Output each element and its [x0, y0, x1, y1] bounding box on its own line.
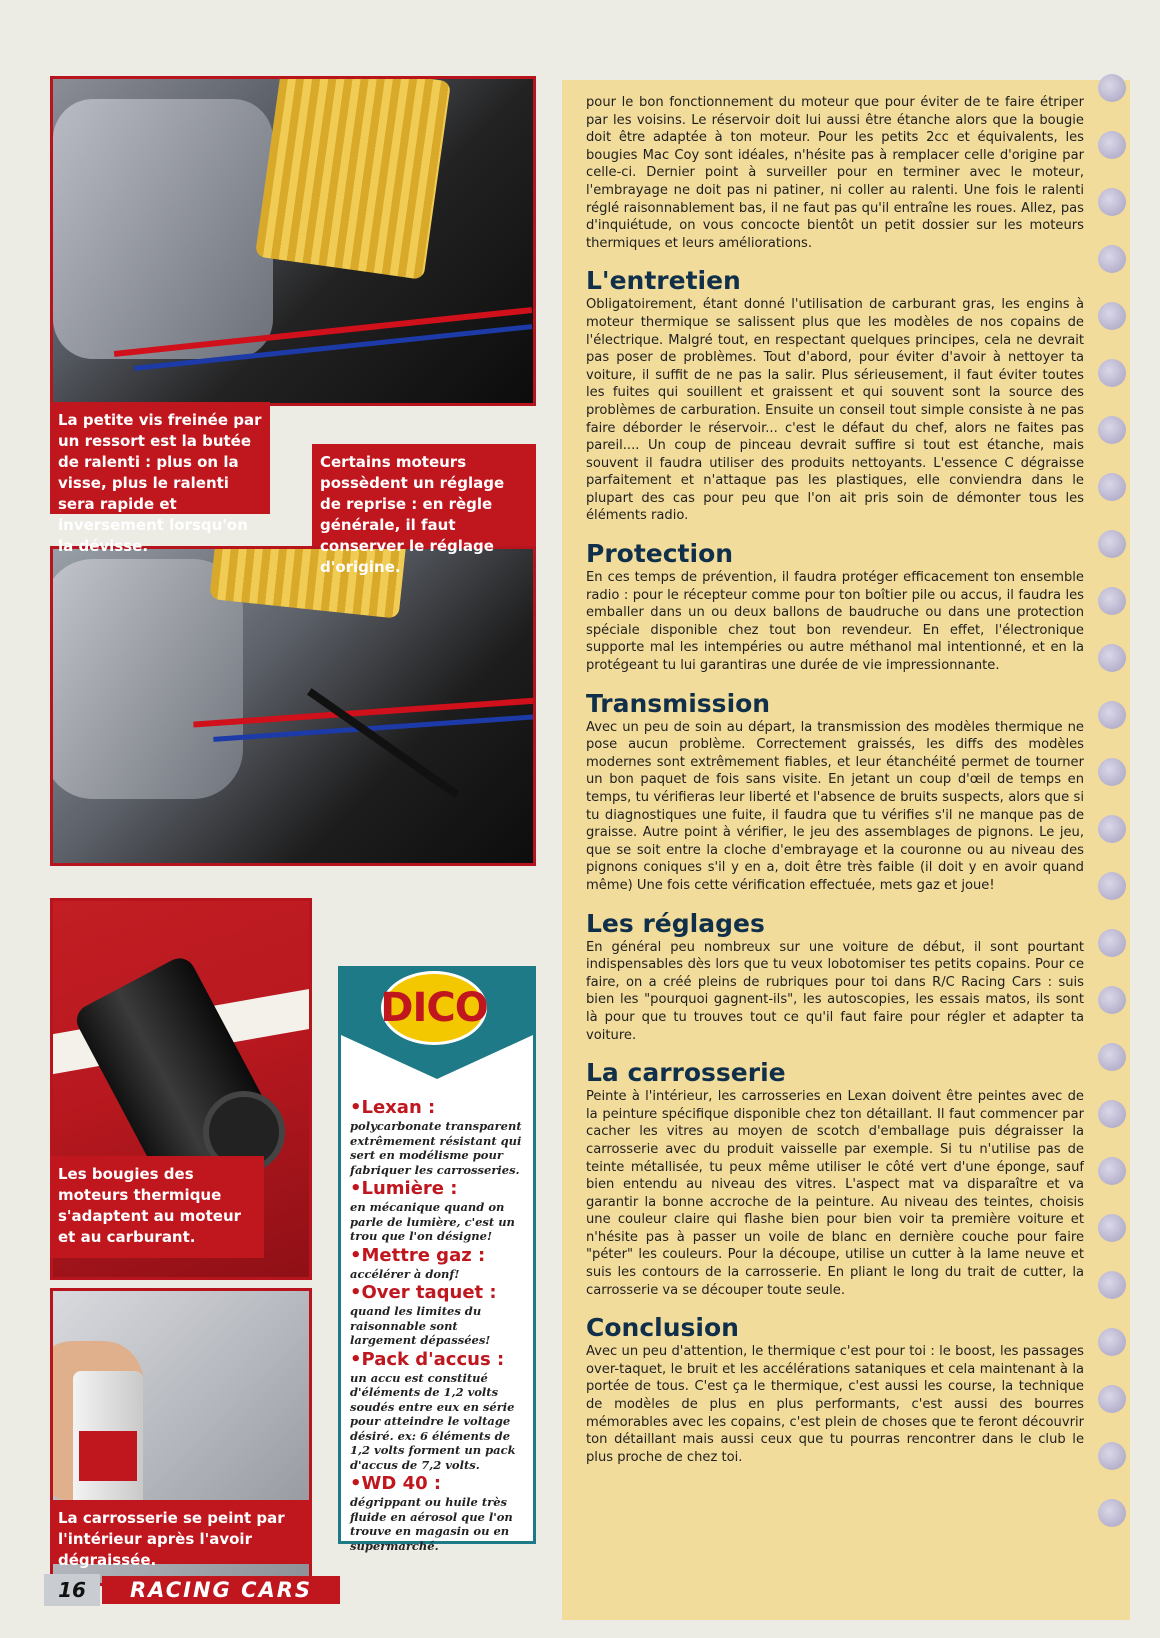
dico-entry [350, 1282, 528, 1348]
binder-hole-icon [1098, 1043, 1126, 1071]
binder-hole-icon [1098, 473, 1126, 501]
section-title-entretien: L'entretien [586, 266, 741, 296]
article-body [586, 94, 1084, 1466]
dico-term: •Over taquet : [350, 1282, 497, 1303]
section-title-carrosserie: La carrosserie [586, 1058, 786, 1088]
article-intro: pour le bon fonctionnement du moteur que pour éviter de te faire étriper par les voisins. Le réservoir doit lui aussi être étanche alors que la bougie doit être adaptée à ton moteur. Pour les petits 2cc et équivalents, les bougies Mac Coy sont idéales, n'hésite pas à remplacer celle d'origine par celle-ci. Dernier point à surveiller pour en terminer avec le moteur, l'embrayage ne doit pas ni patiner, ni coller au ralenti. Une fois le ralenti réglé raisonnablement bas, il ne faut pas qu'il entraîne les roues. Allez, pas d'inquiétude, on vous concocte bientôt un petit dossier sur les moteurs thermiques et leurs améliorations. [586, 95, 1084, 251]
page-number: 16 [44, 1574, 100, 1606]
binder-hole-icon [1098, 74, 1126, 102]
dico-entries [350, 1097, 528, 1554]
binder-hole-icon [1098, 815, 1126, 843]
binder-hole-icon [1098, 1214, 1126, 1242]
magazine-logo: RACING CARS [102, 1576, 340, 1604]
section-text-carrosserie: Peinte à l'intérieur, les carrosseries en Lexan doivent être peintes avec de la peinture spécifique disponible chez ton détaillant. Il faut commencer par cacher les vitres au moyen de scotch d'emballage puis dégraisser la carrosserie avec du produit vaisselle par exemple. Si tu n'utilise pas de teinte métallisée, tu peux même utiliser le côté vert d'une éponge, sauf bien entendu au niveau des vitres. L'aspect mat va disparaître et va garantir la bonne accroche de la peinture. Au niveau des teintes, choisis une couleur claire qui flashe bien pour bien voir ta première voiture et n'hésite pas à passer un voile de blanc en dernière couche pour faire "péter" les couleurs. Pour la découpe, utilise un cutter à la lame neuve et suis les contours de la carrosserie. En pliant le long du trait de cutter, la carrosserie va se découper toute seule. [586, 1089, 1084, 1298]
dico-definition: en mécanique quand on parle de lumière, c'est un trou que l'on désigne! [350, 1200, 515, 1243]
binder-holes [1098, 74, 1138, 1554]
binder-hole-icon [1098, 1157, 1126, 1185]
section-text-entretien: Obligatoirement, étant donné l'utilisation de carburant gras, les engins à moteur thermique se salissent plus que les modèles de nos copains de l'électrique. Malgré tout, en respectant quelques principes, cela ne devrait pas poser de problèmes. Tout d'abord, pour éviter d'avoir à nettoyer ta voiture, il suffit de ne pas la salir. Plus sérieusement, il faut éviter toutes les fuites qui souillent et graissent et qui souvent sont la source des problèmes de carburation. Ensuite un conseil tout simple consiste à ne pas faire déborder le réservoir... c'est le défaut du chef, alors ne faites pas pareil.... Un coup de pinceau devrait suffire si tout est étanche, mais souvent il faudra utiliser des produits nettoyants. L'essence C dégraisse parfaitement et n'attaque pas les plastiques, elle conviendra dans le plupart des cas pour peu que l'on ait pris soin de démonter tous les éléments radio. [586, 297, 1084, 524]
dico-definition: un accu est constitué d'éléments de 1,2 volts soudés entre eux en série pour atteindre le voltage désiré. ex: 6 éléments de 1,2 volts forment un pack d'accus de 7,2 volts. [350, 1370, 516, 1472]
binder-hole-icon [1098, 758, 1126, 786]
binder-hole-icon [1098, 1385, 1126, 1413]
dico-term: •Lexan : [350, 1097, 436, 1118]
dico-term: •Mettre gaz : [350, 1244, 486, 1266]
binder-hole-icon [1098, 587, 1126, 615]
binder-hole-icon [1098, 872, 1126, 900]
binder-hole-icon [1098, 245, 1126, 273]
binder-hole-icon [1098, 416, 1126, 444]
section-text-protection: En ces temps de prévention, il faudra protéger efficacement ton ensemble radio : pour le récepteur comme pour ton boîtier pile ou accus, il faudra les emballer dans un ou deux ballons de baudruche ou dans une protection spéciale disponible chez tout bon revendeur. En effet, l'électronique supporte mal les intempéries ou autre méthanol mal intentionné, et en la protégeant tu lui garantiras une durée de vie impressionnante. [586, 570, 1084, 674]
caption-body-painting: La carrosserie se peint par l'intérieur après l'avoir dégraissée. [50, 1500, 312, 1564]
binder-hole-icon [1098, 701, 1126, 729]
section-title-reglages: Les réglages [586, 908, 765, 938]
binder-hole-icon [1098, 530, 1126, 558]
engine-photo-reprise [50, 546, 536, 866]
binder-hole-icon [1098, 929, 1126, 957]
section-title-protection: Protection [586, 539, 734, 569]
binder-hole-icon [1098, 302, 1126, 330]
dico-term: •WD 40 : [350, 1473, 442, 1494]
binder-hole-icon [1098, 359, 1126, 387]
dico-entry [350, 1473, 528, 1553]
dico-entry [350, 1178, 528, 1244]
binder-hole-icon [1098, 1499, 1126, 1527]
dico-entry [350, 1245, 528, 1282]
dico-title: DICO [380, 985, 488, 1031]
binder-hole-icon [1098, 1271, 1126, 1299]
dico-entry [350, 1349, 528, 1473]
dico-term: •Pack d'accus : [350, 1348, 505, 1370]
dico-definition: accélérer à donf! [350, 1266, 460, 1281]
caption-idle-screw: La petite vis freinée par un ressort est la butée de ralenti : plus on la visse, plus le ralenti sera rapide et inversement lorsqu'on la dévisse. [50, 402, 270, 514]
caption-glow-plugs: Les bougies des moteurs thermique s'adaptent au moteur et au carburant. [50, 1156, 264, 1258]
dico-definition: dégrippant ou huile très fluide en aérosol que l'on trouve en magasin ou en supermarché. [350, 1495, 513, 1553]
section-title-transmission: Transmission [586, 688, 771, 718]
binder-hole-icon [1098, 1100, 1126, 1128]
dico-definition: quand les limites du raisonnable sont largement dépassées! [350, 1304, 491, 1347]
dico-definition: polycarbonate transparent extrêmement résistant qui sert en modélisme pour fabriquer les carrosseries. [350, 1119, 522, 1177]
binder-hole-icon [1098, 644, 1126, 672]
dico-term: •Lumière : [350, 1178, 458, 1199]
caption-reprise: Certains moteurs possèdent un réglage de reprise : en règle générale, il faut conserver le réglage d'origine. [312, 444, 536, 546]
section-text-transmission: Avec un peu de soin au départ, la transmission des modèles thermique ne pose aucun problème. Correctement graissés, les diffs des modèles modernes sont extrêmement fiables, et leur étanchéité permet de tourner un bon paquet de fois sans visite. En jetant un coup d'œil de temps en temps, tu vérifieras leur liberté et l'absence de bruits suspects, alors que si tu diagnostiques une fuite, il faudra que tu vérifies s'il ne manque pas de graisse. Autre point à vérifier, le jeu des assemblages de pignons. Le jeu, que se soit entre la cloche d'embrayage et la couronne ou au niveau des pignons coniques s'il y en a, doit être très faible (il doit y en avoir quand même) Une fois cette vérification effectuée, mets gaz et joue! [586, 719, 1084, 893]
dico-glossary-box [338, 966, 536, 1553]
engine-photo-idle-screw [50, 76, 536, 406]
binder-hole-icon [1098, 1442, 1126, 1470]
dico-badge [381, 971, 487, 1045]
binder-hole-icon [1098, 188, 1126, 216]
section-text-reglages: En général peu nombreux sur une voiture de début, il sont pourtant indispensables dès lors que tu veux lobotomiser tes petits copains. Pour ce faire, on a créé pleins de rubriques pour toi dans R/C Racing Cars : suis bien les "pourquoi gagnent-ils", les autoscopies, les essais matos, ils sont là pour que tu trouves tout ce qu'il faut faire pour régler et adapter ta voiture. [586, 939, 1084, 1043]
section-title-conclusion: Conclusion [586, 1313, 739, 1343]
dico-entry [350, 1097, 528, 1177]
binder-hole-icon [1098, 131, 1126, 159]
binder-hole-icon [1098, 1328, 1126, 1356]
section-text-conclusion: Avec un peu d'attention, le thermique c'est pour toi : le boost, les passages over-taquet, le bruit et les accélérations sataniques et cela maintenant à la portée de tous. C'est ça le thermique, c'est aussi les course, la technique de modèles de plus en plus performants, c'est aussi des bourres mémorables avec les copains, c'est plein de choses que te feront découvrir ton détaillant mais aussi ceux que tu pourras rencontrer dans le club le plus proche de chez toi. [586, 1344, 1084, 1465]
binder-hole-icon [1098, 986, 1126, 1014]
